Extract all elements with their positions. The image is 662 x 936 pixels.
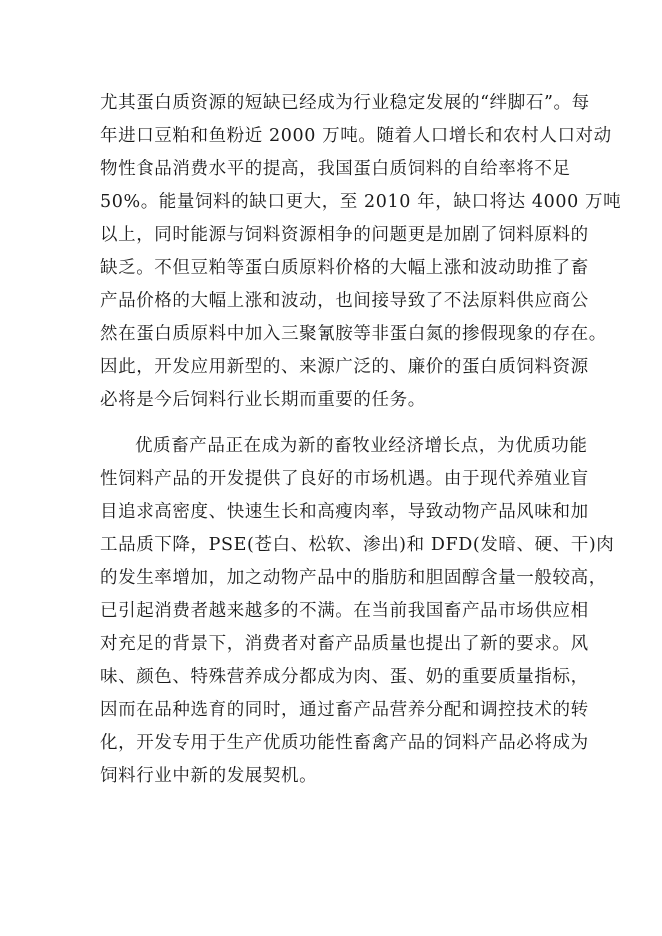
- paragraph-2-line: 味、颜色、特殊营养成分都成为肉、蛋、奶的重要质量指标，: [100, 667, 589, 687]
- paragraph-2-line: 饲料行业中新的发展契机。: [100, 766, 318, 786]
- paragraph-2-line: 的发生率增加，加之动物产品中的脂肪和胆固醇含量一般较高，: [100, 568, 607, 588]
- paragraph-2-line: 化，开发专用于生产优质功能性畜禽产品的饲料产品必将成为: [100, 733, 589, 753]
- paragraph-1-line: 因此，开发应用新型的、来源广泛的、廉价的蛋白质饲料资源: [100, 357, 589, 377]
- paragraph-2-line: 性饲料产品的开发提供了良好的市场机遇。由于现代养殖业盲: [100, 469, 589, 489]
- paragraph-1-line: 产品价格的大幅上涨和波动，也间接导致了不法原料供应商公: [100, 291, 589, 311]
- paragraph-1-line: 尤其蛋白质资源的短缺已经成为行业稳定发展的“绊脚石”。每: [100, 93, 590, 113]
- paragraph-1-line: 以上，同时能源与饲料资源相争的问题更是加剧了饲料原料的: [100, 225, 589, 245]
- paragraph-1-line: 然在蛋白质原料中加入三聚氰胺等非蛋白氮的掺假现象的存在。: [100, 324, 607, 344]
- paragraph-2-line: 对充足的背景下，消费者对畜产品质量也提出了新的要求。风: [100, 634, 589, 654]
- paragraph-2-line: 目追求高密度、快速生长和高瘦肉率，导致动物产品风味和加: [100, 502, 589, 522]
- paragraph-2-line: 已引起消费者越来越多的不满。在当前我国畜产品市场供应相: [100, 601, 589, 621]
- paragraph-1-line: 必将是今后饲料行业长期而重要的任务。: [100, 390, 426, 410]
- paragraph-2-line: 因而在品种选育的同时，通过畜产品营养分配和调控技术的转: [100, 700, 589, 720]
- paragraph-1-line: 年进口豆粕和鱼粉近 2000 万吨。随着人口增长和农村人口对动: [100, 126, 612, 146]
- paragraph-2-line: 工品质下降，PSE(苍白、松软、渗出)和 DFD(发暗、硬、干)肉: [100, 535, 615, 555]
- paragraph-2-line: 优质畜产品正在成为新的畜牧业经济增长点，为优质功能: [135, 436, 588, 456]
- paragraph-1-line: 50%。能量饲料的缺口更大，至 2010 年，缺口将达 4000 万吨: [100, 192, 622, 212]
- paragraph-1-line: 缺乏。不但豆粕等蛋白质原料价格的大幅上涨和波动助推了畜: [100, 258, 589, 278]
- paragraph-1-line: 物性食品消费水平的提高，我国蛋白质饲料的自给率将不足: [100, 159, 571, 179]
